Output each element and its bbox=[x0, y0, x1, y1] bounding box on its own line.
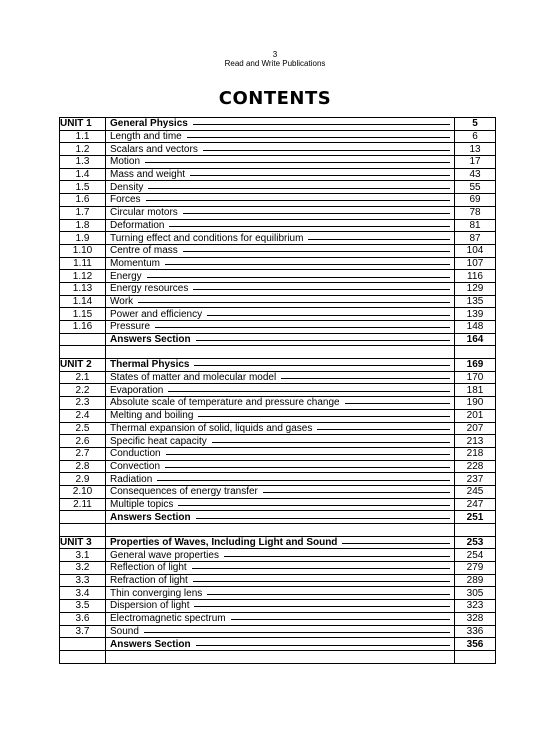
leader-line bbox=[203, 150, 450, 151]
row-number: 2.10 bbox=[60, 485, 106, 498]
row-title: Thermal expansion of solid, liquids and gases bbox=[110, 422, 313, 434]
page-number-cell: 247 bbox=[455, 498, 496, 511]
row-title-cell bbox=[106, 435, 455, 448]
row-title: Refraction of light bbox=[110, 575, 188, 587]
page-header bbox=[0, 50, 550, 68]
row-title-cell bbox=[106, 168, 455, 181]
page-number-cell: 81 bbox=[455, 219, 496, 232]
page-number-cell: 190 bbox=[455, 397, 496, 410]
chapter-row bbox=[60, 244, 496, 257]
row-title-cell bbox=[106, 587, 455, 600]
row-number: 3.3 bbox=[60, 574, 106, 587]
chapter-row bbox=[60, 168, 496, 181]
row-title: Circular motors bbox=[110, 207, 178, 219]
row-number: UNIT 2 bbox=[60, 359, 106, 372]
chapter-row bbox=[60, 295, 496, 308]
chapter-row bbox=[60, 143, 496, 156]
chapter-row bbox=[60, 574, 496, 587]
chapter-row bbox=[60, 257, 496, 270]
page-number-cell: 169 bbox=[455, 359, 496, 372]
page-number-cell: 164 bbox=[455, 333, 496, 346]
answers-row bbox=[60, 511, 496, 524]
chapter-row bbox=[60, 409, 496, 422]
row-title-cell bbox=[106, 498, 455, 511]
row-title: Conduction bbox=[110, 448, 161, 460]
leader-line bbox=[147, 277, 450, 278]
row-title-cell bbox=[106, 612, 455, 625]
page-number-cell: 237 bbox=[455, 473, 496, 486]
unit-row bbox=[60, 359, 496, 372]
row-title: Deformation bbox=[110, 219, 165, 231]
row-title: States of matter and molecular model bbox=[110, 372, 277, 384]
row-title: Turning effect and conditions for equilibrium bbox=[110, 232, 304, 244]
chapter-row bbox=[60, 485, 496, 498]
row-title-cell bbox=[106, 409, 455, 422]
leader-line bbox=[144, 632, 450, 633]
row-title-cell bbox=[106, 257, 455, 270]
row-number: 1.1 bbox=[60, 130, 106, 143]
leader-line bbox=[194, 365, 450, 366]
leader-line bbox=[138, 302, 450, 303]
chapter-row bbox=[60, 308, 496, 321]
row-title: Evaporation bbox=[110, 384, 164, 396]
page-number-cell: 170 bbox=[455, 371, 496, 384]
row-title: Answers Section bbox=[110, 511, 191, 523]
page-number-cell: 279 bbox=[455, 562, 496, 575]
row-title-cell bbox=[106, 422, 455, 435]
row-title: Density bbox=[110, 181, 144, 193]
row-title: Thin converging lens bbox=[110, 587, 203, 599]
leader-line bbox=[196, 340, 450, 341]
row-number: 1.10 bbox=[60, 244, 106, 257]
row-title-cell bbox=[106, 194, 455, 207]
row-number bbox=[60, 524, 106, 537]
leader-line bbox=[183, 251, 450, 252]
row-number: 1.9 bbox=[60, 232, 106, 245]
chapter-row bbox=[60, 612, 496, 625]
row-title-cell bbox=[106, 219, 455, 232]
page-number-cell: 323 bbox=[455, 600, 496, 613]
row-title-cell bbox=[106, 270, 455, 283]
row-number: 2.7 bbox=[60, 447, 106, 460]
page-number-cell: 201 bbox=[455, 409, 496, 422]
row-title-cell bbox=[106, 625, 455, 638]
leader-line bbox=[155, 327, 450, 328]
row-title-cell bbox=[106, 397, 455, 410]
leader-line bbox=[317, 429, 450, 430]
leader-line bbox=[196, 645, 450, 646]
leader-line bbox=[183, 213, 450, 214]
row-title: Power and efficiency bbox=[110, 308, 203, 320]
row-title: Thermal Physics bbox=[110, 359, 190, 371]
row-number: 3.5 bbox=[60, 600, 106, 613]
answers-row bbox=[60, 333, 496, 346]
row-title: Momentum bbox=[110, 257, 161, 269]
chapter-row bbox=[60, 435, 496, 448]
page-number-cell: 104 bbox=[455, 244, 496, 257]
leader-line bbox=[193, 289, 450, 290]
chapter-row bbox=[60, 625, 496, 638]
leader-line bbox=[165, 467, 450, 468]
page-number-cell: 43 bbox=[455, 168, 496, 181]
row-title-cell bbox=[106, 118, 455, 131]
page-number-cell: 254 bbox=[455, 549, 496, 562]
row-number bbox=[60, 650, 106, 663]
chapter-row bbox=[60, 498, 496, 511]
row-title-cell bbox=[106, 511, 455, 524]
unit-row bbox=[60, 536, 496, 549]
row-number: 2.5 bbox=[60, 422, 106, 435]
chapter-row bbox=[60, 219, 496, 232]
row-number: 2.3 bbox=[60, 397, 106, 410]
blank-row bbox=[60, 650, 496, 663]
row-title: Forces bbox=[110, 194, 141, 206]
page-number-cell: 251 bbox=[455, 511, 496, 524]
row-title: Length and time bbox=[110, 131, 182, 143]
page-number-cell: 135 bbox=[455, 295, 496, 308]
row-title: Mass and weight bbox=[110, 169, 186, 181]
leader-line bbox=[166, 454, 450, 455]
row-title: Electromagnetic spectrum bbox=[110, 613, 226, 625]
row-title-cell bbox=[106, 156, 455, 169]
page-number-cell: 289 bbox=[455, 574, 496, 587]
row-title: Melting and boiling bbox=[110, 410, 194, 422]
chapter-row bbox=[60, 321, 496, 334]
row-number: 1.8 bbox=[60, 219, 106, 232]
chapter-row bbox=[60, 194, 496, 207]
row-title-cell bbox=[106, 282, 455, 295]
row-title: Centre of mass bbox=[110, 245, 178, 257]
chapter-row bbox=[60, 397, 496, 410]
chapter-row bbox=[60, 384, 496, 397]
chapter-row bbox=[60, 181, 496, 194]
page-number-cell: 139 bbox=[455, 308, 496, 321]
leader-line bbox=[148, 188, 450, 189]
chapter-row bbox=[60, 473, 496, 486]
row-number: 1.12 bbox=[60, 270, 106, 283]
row-number: 2.9 bbox=[60, 473, 106, 486]
page-number-cell: 6 bbox=[455, 130, 496, 143]
page-number-cell: 228 bbox=[455, 460, 496, 473]
page-title: CONTENTS bbox=[218, 88, 332, 109]
page-number-cell: 356 bbox=[455, 638, 496, 651]
chapter-row bbox=[60, 447, 496, 460]
publisher-name: Read and Write Publications bbox=[224, 59, 326, 68]
page-number-cell: 148 bbox=[455, 321, 496, 334]
leader-line bbox=[193, 124, 450, 125]
row-number: 2.8 bbox=[60, 460, 106, 473]
row-number: UNIT 3 bbox=[60, 536, 106, 549]
page-number-cell: 17 bbox=[455, 156, 496, 169]
row-number bbox=[60, 511, 106, 524]
leader-line bbox=[281, 378, 450, 379]
row-title: Reflection of light bbox=[110, 562, 187, 574]
page-number-cell: 5 bbox=[455, 118, 496, 131]
page-number-cell bbox=[455, 524, 496, 537]
row-number: 3.1 bbox=[60, 549, 106, 562]
chapter-row bbox=[60, 232, 496, 245]
page-number-cell bbox=[455, 346, 496, 359]
row-title-cell bbox=[106, 244, 455, 257]
row-title-cell bbox=[106, 600, 455, 613]
leader-line bbox=[192, 568, 450, 569]
page-number: 3 bbox=[272, 50, 278, 59]
row-title-cell bbox=[106, 359, 455, 372]
row-title-cell bbox=[106, 524, 455, 537]
row-title: Sound bbox=[110, 625, 139, 637]
row-number: 2.4 bbox=[60, 409, 106, 422]
row-title: General wave properties bbox=[110, 549, 219, 561]
row-number: 1.4 bbox=[60, 168, 106, 181]
row-number: 1.15 bbox=[60, 308, 106, 321]
chapter-row bbox=[60, 587, 496, 600]
page-number-cell: 107 bbox=[455, 257, 496, 270]
chapter-row bbox=[60, 371, 496, 384]
row-number: 3.7 bbox=[60, 625, 106, 638]
row-title-cell bbox=[106, 181, 455, 194]
row-number: 2.1 bbox=[60, 371, 106, 384]
chapter-row bbox=[60, 422, 496, 435]
row-title-cell bbox=[106, 333, 455, 346]
contents-table-body bbox=[60, 118, 496, 664]
row-title-cell bbox=[106, 562, 455, 575]
row-title-cell bbox=[106, 460, 455, 473]
row-title: Energy bbox=[110, 270, 142, 282]
page-number-cell: 328 bbox=[455, 612, 496, 625]
leader-line bbox=[190, 175, 450, 176]
row-title: Absolute scale of temperature and pressure change bbox=[110, 397, 340, 409]
page-number-cell: 116 bbox=[455, 270, 496, 283]
row-number: 2.6 bbox=[60, 435, 106, 448]
leader-line bbox=[207, 315, 450, 316]
page-number-cell: 78 bbox=[455, 206, 496, 219]
row-title-cell bbox=[106, 638, 455, 651]
row-number: 2.2 bbox=[60, 384, 106, 397]
row-title: Answers Section bbox=[110, 334, 191, 346]
row-number: 1.3 bbox=[60, 156, 106, 169]
row-title-cell bbox=[106, 485, 455, 498]
row-title: Energy resources bbox=[110, 283, 189, 295]
row-title: Convection bbox=[110, 460, 161, 472]
row-title-cell bbox=[106, 549, 455, 562]
page-number-cell: 245 bbox=[455, 485, 496, 498]
leader-line bbox=[263, 492, 450, 493]
page-number-cell: 305 bbox=[455, 587, 496, 600]
leader-line bbox=[169, 226, 450, 227]
page-number-cell: 55 bbox=[455, 181, 496, 194]
row-title-cell bbox=[106, 130, 455, 143]
leader-line bbox=[157, 480, 450, 481]
row-title: Pressure bbox=[110, 321, 151, 333]
row-number bbox=[60, 638, 106, 651]
row-title-cell bbox=[106, 384, 455, 397]
row-title: Multiple topics bbox=[110, 498, 174, 510]
row-title-cell bbox=[106, 473, 455, 486]
unit-row bbox=[60, 118, 496, 131]
row-title-cell bbox=[106, 321, 455, 334]
chapter-row bbox=[60, 130, 496, 143]
row-title: Radiation bbox=[110, 473, 153, 485]
page-number-cell: 13 bbox=[455, 143, 496, 156]
answers-row bbox=[60, 638, 496, 651]
row-title-cell bbox=[106, 650, 455, 663]
leader-line bbox=[308, 239, 450, 240]
page-number-cell: 213 bbox=[455, 435, 496, 448]
row-title-cell bbox=[106, 536, 455, 549]
row-number: 3.6 bbox=[60, 612, 106, 625]
row-number: 3.2 bbox=[60, 562, 106, 575]
row-title-cell bbox=[106, 308, 455, 321]
row-title: Motion bbox=[110, 156, 141, 168]
row-title-cell bbox=[106, 371, 455, 384]
page-number-cell: 129 bbox=[455, 282, 496, 295]
page-number-cell: 87 bbox=[455, 232, 496, 245]
leader-line bbox=[198, 416, 450, 417]
row-number: 3.4 bbox=[60, 587, 106, 600]
row-number: 1.5 bbox=[60, 181, 106, 194]
row-number: 1.6 bbox=[60, 194, 106, 207]
row-title: Answers Section bbox=[110, 638, 191, 650]
row-number: 1.14 bbox=[60, 295, 106, 308]
row-number bbox=[60, 333, 106, 346]
page-number-cell: 253 bbox=[455, 536, 496, 549]
page-number-cell bbox=[455, 650, 496, 663]
row-title-cell bbox=[106, 143, 455, 156]
row-title-cell bbox=[106, 447, 455, 460]
leader-line bbox=[165, 264, 450, 265]
leader-line bbox=[207, 594, 450, 595]
blank-row bbox=[60, 524, 496, 537]
row-title-cell bbox=[106, 346, 455, 359]
row-title: Work bbox=[110, 295, 134, 307]
row-number: 1.7 bbox=[60, 206, 106, 219]
chapter-row bbox=[60, 282, 496, 295]
row-title: Properties of Waves, Including Light and Sound bbox=[110, 537, 338, 549]
leader-line bbox=[178, 505, 450, 506]
leader-line bbox=[194, 606, 450, 607]
contents-table bbox=[59, 117, 496, 664]
row-title-cell bbox=[106, 206, 455, 219]
page-number-cell: 181 bbox=[455, 384, 496, 397]
blank-row bbox=[60, 346, 496, 359]
leader-line bbox=[345, 403, 450, 404]
row-title: Scalars and vectors bbox=[110, 143, 198, 155]
chapter-row bbox=[60, 270, 496, 283]
leader-line bbox=[212, 442, 450, 443]
row-title: Specific heat capacity bbox=[110, 435, 207, 447]
leader-line bbox=[193, 581, 450, 582]
row-number: 1.11 bbox=[60, 257, 106, 270]
chapter-row bbox=[60, 206, 496, 219]
chapter-row bbox=[60, 600, 496, 613]
page-number-cell: 218 bbox=[455, 447, 496, 460]
row-number bbox=[60, 346, 106, 359]
row-title-cell bbox=[106, 295, 455, 308]
page-number-cell: 69 bbox=[455, 194, 496, 207]
row-number: 2.11 bbox=[60, 498, 106, 511]
row-number: 1.2 bbox=[60, 143, 106, 156]
page-number-cell: 207 bbox=[455, 422, 496, 435]
leader-line bbox=[224, 556, 450, 557]
leader-line bbox=[187, 137, 450, 138]
row-number: 1.13 bbox=[60, 282, 106, 295]
row-title-cell bbox=[106, 232, 455, 245]
chapter-row bbox=[60, 549, 496, 562]
row-title: General Physics bbox=[110, 118, 188, 130]
leader-line bbox=[145, 162, 450, 163]
leader-line bbox=[196, 518, 450, 519]
row-title: Consequences of energy transfer bbox=[110, 486, 258, 498]
row-number: UNIT 1 bbox=[60, 118, 106, 131]
chapter-row bbox=[60, 562, 496, 575]
row-number: 1.16 bbox=[60, 321, 106, 334]
row-title: Dispersion of light bbox=[110, 600, 190, 612]
leader-line bbox=[231, 619, 450, 620]
page-number-cell: 336 bbox=[455, 625, 496, 638]
leader-line bbox=[168, 391, 450, 392]
leader-line bbox=[342, 543, 450, 544]
chapter-row bbox=[60, 156, 496, 169]
chapter-row bbox=[60, 460, 496, 473]
row-title-cell bbox=[106, 574, 455, 587]
leader-line bbox=[146, 200, 450, 201]
